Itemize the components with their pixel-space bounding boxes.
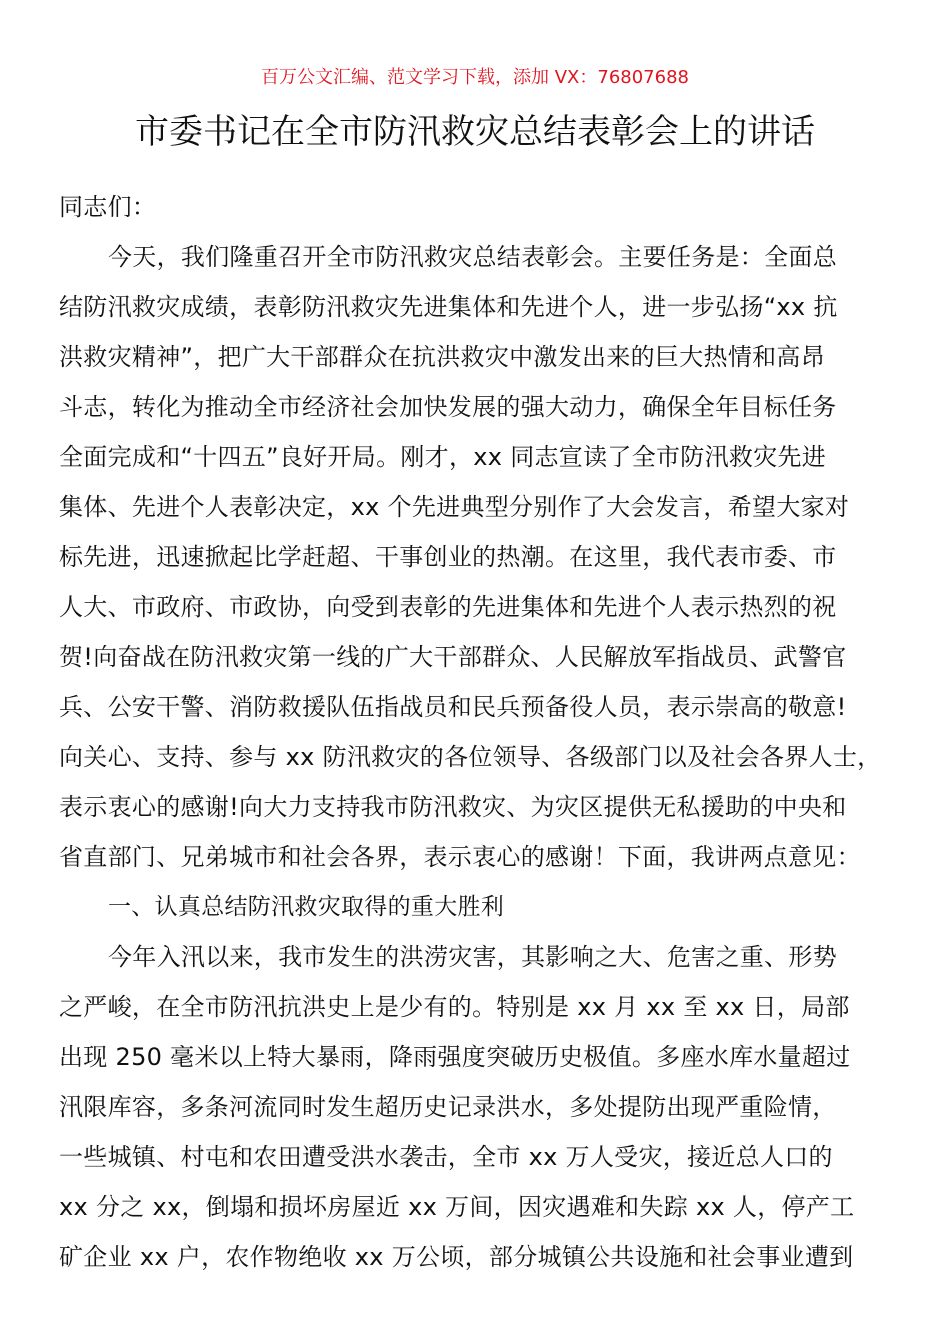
speech-body <box>59 182 893 1282</box>
paragraph-line: 兵、公安干警、消防救援队伍指战员和民兵预备役人员，表示崇高的敬意! <box>59 693 847 721</box>
paragraph-line: 全面完成和“十四五”良好开局。刚才，xx 同志宣读了全市防汛救灾先进 <box>59 443 827 471</box>
paragraph-line: 人大、市政府、市政协，向受到表彰的先进集体和先进个人表示热烈的祝 <box>59 593 837 621</box>
paragraph-line: 汛限库容，多条河流同时发生超历史记录洪水，多处提防出现严重险情， <box>59 1093 837 1121</box>
paragraph-line: 矿企业 xx 户，农作物绝收 xx 万公顷，部分城镇公共设施和社会事业遭到 <box>59 1243 854 1271</box>
promo-banner: 百万公文汇编、范文学习下载，添加 VX：76807688 <box>261 67 689 88</box>
paragraph-line: 省直部门、兄弟城市和社会各界，表示衷心的感谢！下面，我讲两点意见： <box>59 843 861 871</box>
paragraph-line: 标先进，迅速掀起比学赶超、干事创业的热潮。在这里，我代表市委、市 <box>59 543 837 571</box>
paragraph-line: 集体、先进个人表彰决定，xx 个先进典型分别作了大会发言，希望大家对 <box>59 493 850 521</box>
paragraph-line: 今年入汛以来，我市发生的洪涝灾害，其影响之大、危害之重、形势 <box>108 943 837 971</box>
paragraph-line: 一些城镇、村屯和农田遭受洪水袭击，全市 xx 万人受灾，接近总人口的 <box>59 1143 833 1171</box>
page-title: 市委书记在全市防汛救灾总结表彰会上的讲话 <box>135 112 815 152</box>
paragraph-line: 向关心、支持、参与 xx 防汛救灾的各位领导、各级部门以及社会各界人士， <box>59 743 882 771</box>
paragraph-line: 今天，我们隆重召开全市防汛救灾总结表彰会。主要任务是：全面总 <box>108 243 837 271</box>
section-heading: 一、认真总结防汛救灾取得的重大胜利 <box>108 894 505 920</box>
paragraph-line: 之严峻，在全市防汛抗洪史上是少有的。特别是 xx 月 xx 至 xx 日，局部 <box>59 993 850 1021</box>
paragraph-line: xx 分之 xx，倒塌和损坏房屋近 xx 万间，因灾遇难和失踪 xx 人，停产工 <box>59 1193 855 1221</box>
paragraph-line: 洪救灾精神”，把广大干部群众在抗洪救灾中激发出来的巨大热情和高昂 <box>59 343 826 371</box>
paragraph-line: 结防汛救灾成绩，表彰防汛救灾先进集体和先进个人，进一步弘扬“xx 抗 <box>59 293 838 321</box>
salutation: 同志们： <box>59 193 157 221</box>
paragraph-line: 贺!向奋战在防汛救灾第一线的广大干部群众、人民解放军指战员、武警官 <box>59 643 847 671</box>
paragraph-line: 斗志，转化为推动全市经济社会加快发展的强大动力，确保全年目标任务 <box>59 393 837 421</box>
paragraph-line: 出现 250 毫米以上特大暴雨，降雨强度突破历史极值。多座水库水量超过 <box>59 1043 851 1071</box>
paragraph-line: 表示衷心的感谢!向大力支持我市防汛救灾、为灾区提供无私援助的中央和 <box>59 793 847 821</box>
